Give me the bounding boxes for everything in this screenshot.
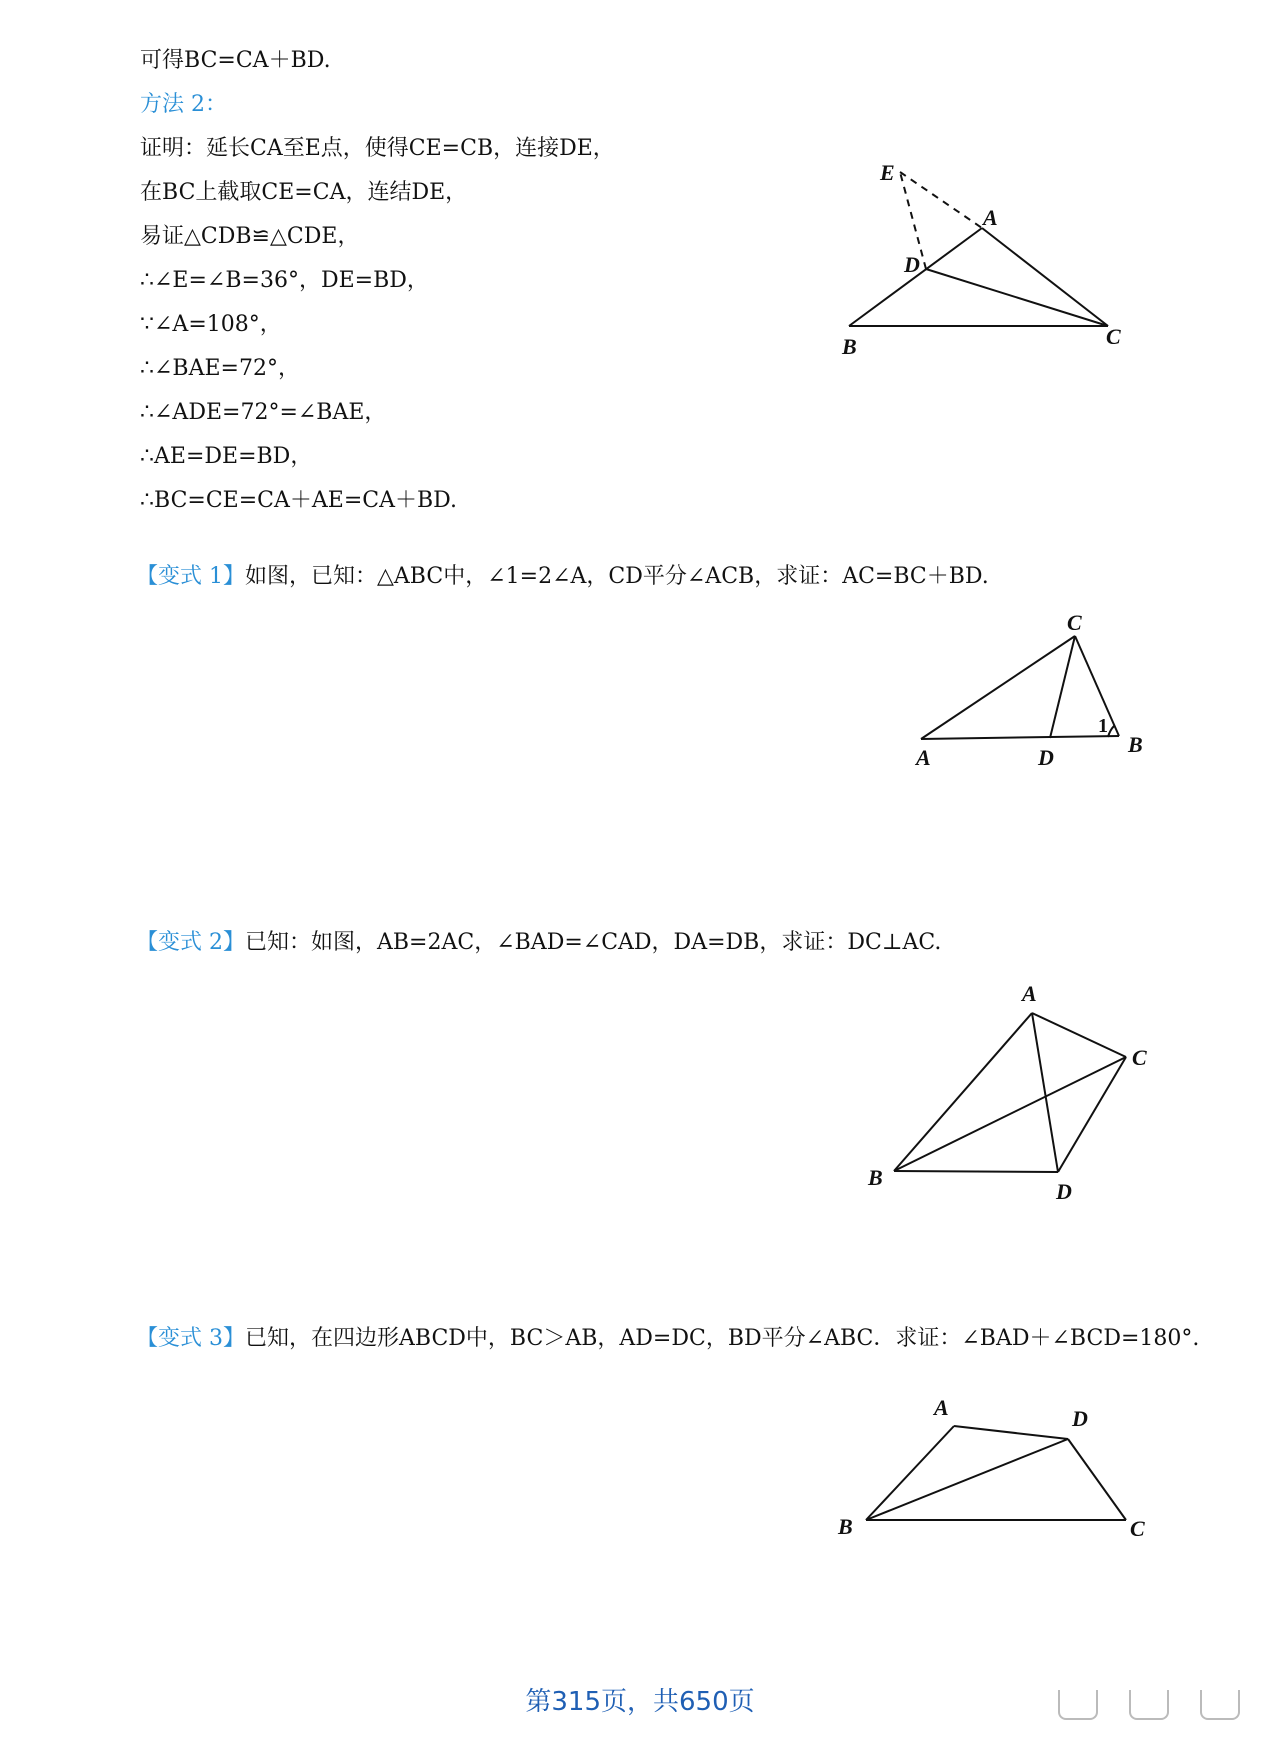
label-B: B (842, 334, 857, 359)
variant3-label: 【变式 3】 (136, 1326, 245, 1351)
variant3-text: 已知，在四边形ABCD中，BC＞AB，AD=DC，BD平分∠ABC．求证：∠BAD＋∠BCD=180°. (245, 1326, 1200, 1351)
segment-AD (954, 1426, 1068, 1439)
proof-line: 易证△CDB≌△CDE， (140, 224, 360, 249)
label-E: E (880, 160, 895, 185)
proof-line: 证明：延长CA至E点，使得CE=CB，连接DE， (140, 136, 615, 161)
segment-DC (1068, 1439, 1126, 1520)
variant3-figure (820, 1370, 1160, 1550)
label-C: C (1067, 610, 1082, 635)
label-D: D (1056, 1179, 1072, 1204)
segment-BD (894, 1171, 1058, 1172)
proof-line: ∴∠ADE=72°=∠BAE， (140, 400, 387, 425)
label-A: A (983, 205, 998, 230)
segment-AC (1032, 1013, 1126, 1057)
variant2-statement (136, 928, 941, 958)
segment-CB (1075, 636, 1119, 736)
label-B: B (868, 1165, 883, 1190)
label-A: A (916, 745, 931, 770)
segment-AC (982, 228, 1108, 326)
method2-figure (830, 150, 1150, 360)
label-C: C (1130, 1516, 1145, 1541)
variant1-statement (136, 562, 989, 592)
label-D: D (904, 252, 920, 277)
scroll-handle-icon[interactable] (1200, 1690, 1240, 1720)
proof-line: ∴AE=DE=BD， (140, 444, 313, 469)
variant1-label: 【变式 1】 (136, 564, 245, 589)
segment-AB (894, 1013, 1032, 1171)
variant3-statement (136, 1324, 1199, 1354)
scroll-handle-icon[interactable] (1058, 1690, 1098, 1720)
label-D: D (1038, 745, 1054, 770)
page-indicator: 第315页，共650页 (525, 1687, 755, 1717)
segment-DC (926, 269, 1108, 326)
label-A: A (934, 1395, 949, 1420)
label-A: A (1022, 981, 1037, 1006)
label-C: C (1106, 324, 1121, 349)
segment-AB (921, 736, 1119, 739)
label-C: C (1132, 1045, 1147, 1070)
angle-1-label: 1 (1098, 715, 1108, 737)
viewer-controls (1032, 1690, 1240, 1724)
label-B: B (838, 1514, 853, 1539)
label-B: B (1128, 732, 1143, 757)
proof-line: ∴∠BAE=72°， (140, 356, 300, 381)
lead-line: 可得BC=CA＋BD. (140, 48, 331, 73)
variant2-text: 已知：如图，AB=2AC，∠BAD=∠CAD，DA=DB，求证：DC⊥AC. (245, 930, 942, 955)
segment-AC (921, 636, 1075, 739)
label-D: D (1072, 1406, 1088, 1431)
segment-BD (866, 1439, 1068, 1520)
proof-line: ∵∠A=108°， (140, 312, 282, 337)
method-title: 方法 2： (140, 92, 227, 117)
segment-BA (866, 1426, 954, 1520)
proof-line: ∴∠E=∠B=36°，DE=BD， (140, 268, 429, 293)
segment-BA (849, 228, 982, 326)
segment-EA (900, 172, 982, 228)
proof-line: ∴BC=CE=CA＋AE=CA＋BD. (140, 488, 458, 513)
variant1-figure (900, 610, 1160, 780)
scroll-handle-icon[interactable] (1129, 1690, 1169, 1720)
variant1-text: 如图，已知：△ABC中，∠1=2∠A，CD平分∠ACB，求证：AC=BC＋BD. (245, 564, 989, 589)
proof-line: 在BC上截取CE=CA，连结DE， (140, 180, 468, 205)
variant2-figure (860, 975, 1160, 1215)
variant2-label: 【变式 2】 (136, 930, 245, 955)
